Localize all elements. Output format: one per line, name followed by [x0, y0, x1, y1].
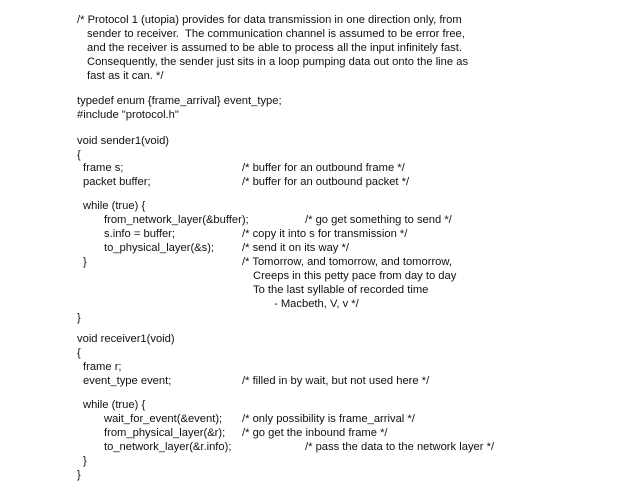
sender-quote-line-3: To the last syllable of recorded time: [253, 284, 429, 296]
sender-decl-packet: packet buffer;: [83, 176, 151, 188]
receiver-stmt-to-network-comment: /* pass the data to the network layer */: [305, 441, 495, 453]
receiver-while-close: }: [83, 455, 87, 467]
sender-quote-line-4: - Macbeth, V, v */: [274, 298, 359, 310]
sender-stmt-from-network: from_network_layer(&buffer);: [104, 214, 249, 226]
sender-while-line: while (true) {: [83, 200, 146, 212]
sender-signature: void sender1(void): [77, 135, 170, 147]
header-comment-line-1: /* Protocol 1 (utopia) provides for data transmission in one direction only, from: [77, 14, 462, 26]
receiver-decl-event-comment: /* filled in by wait, but not used here */: [242, 375, 430, 387]
header-comment-line-4: Consequently, the sender just sits in a loop pumping data out onto the line as: [87, 56, 469, 68]
header-comment-line-2: sender to receiver. The communication channel is assumed to be error free,: [87, 28, 465, 40]
sender-decl-packet-comment: /* buffer for an outbound packet */: [242, 176, 410, 188]
sender-open-brace: {: [77, 149, 81, 161]
include-line: #include "protocol.h": [77, 109, 179, 121]
receiver-close-brace: }: [77, 469, 81, 481]
receiver-stmt-wait-comment: /* only possibility is frame_arrival */: [242, 413, 415, 425]
receiver-decl-event: event_type event;: [83, 375, 172, 387]
receiver-stmt-wait: wait_for_event(&event);: [104, 413, 223, 425]
sender-decl-frame-comment: /* buffer for an outbound frame */: [242, 162, 405, 174]
receiver-while-line: while (true) {: [83, 399, 146, 411]
receiver-open-brace: {: [77, 347, 81, 359]
header-comment-line-5: fast as it can. */: [87, 70, 164, 82]
sender-stmt-from-network-comment: /* go get something to send */: [305, 214, 452, 226]
sender-close-brace: }: [77, 312, 81, 324]
sender-stmt-to-physical: to_physical_layer(&s);: [104, 242, 215, 254]
sender-while-close: }: [83, 256, 87, 268]
receiver-decl-frame: frame r;: [83, 361, 122, 373]
sender-quote-line-2: Creeps in this petty pace from day to day: [253, 270, 457, 282]
sender-decl-frame: frame s;: [83, 162, 124, 174]
sender-stmt-copy-comment: /* copy it into s for transmission */: [242, 228, 408, 240]
sender-quote-line-1: /* Tomorrow, and tomorrow, and tomorrow,: [242, 256, 452, 268]
receiver-stmt-from-physical: from_physical_layer(&r);: [104, 427, 226, 439]
receiver-stmt-from-physical-comment: /* go get the inbound frame */: [242, 427, 388, 439]
receiver-stmt-to-network: to_network_layer(&r.info);: [104, 441, 232, 453]
header-comment-line-3: and the receiver is assumed to be able to process all the input infinitely fast.: [87, 42, 462, 54]
receiver-signature: void receiver1(void): [77, 333, 175, 345]
typedef-line: typedef enum {frame_arrival} event_type;: [77, 95, 282, 107]
sender-stmt-to-physical-comment: /* send it on its way */: [242, 242, 349, 254]
sender-stmt-copy: s.info = buffer;: [104, 228, 176, 240]
